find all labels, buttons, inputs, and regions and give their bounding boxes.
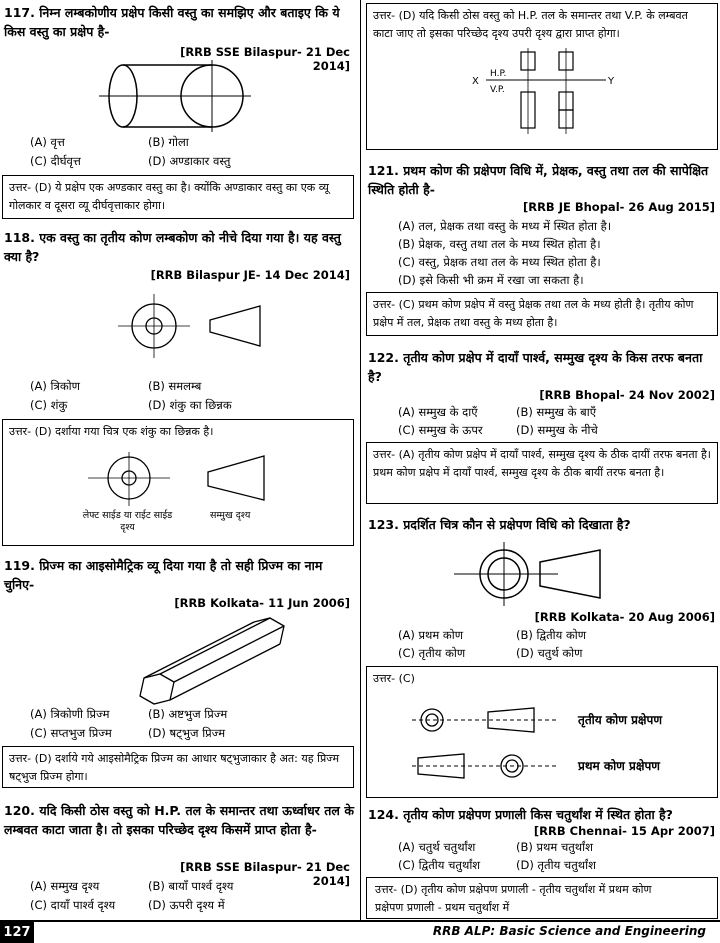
option-119-a: (A) त्रिकोणी प्रिज्म (30, 707, 110, 721)
option-117-d: (D) अण्डाकार वस्तु (148, 154, 231, 168)
option-122-b: (B) सम्मुख के बाएँ (516, 405, 597, 419)
fig-label-third-angle: तृतीय कोण प्रक्षेपण (578, 713, 663, 727)
answer-123-text: उत्तर- (C) (373, 672, 415, 685)
fig-label-side-view: लेफ्ट साईड या राईट साईड दृश्य (82, 510, 173, 533)
option-119-d: (D) षट्भुज प्रिज्म (148, 726, 226, 740)
page-footer (0, 920, 720, 943)
question-124: 124. तृतीय कोण प्रक्षेपण प्रणाली किस चतुर्थांश में स्थित होता है? (368, 807, 673, 822)
source-118: [RRB Bilaspur JE- 14 Dec 2014] (150, 268, 350, 282)
column-divider (360, 0, 361, 920)
option-117-b: (B) गोला (148, 135, 189, 149)
answer-117: उत्तर- (D) ये प्रक्षेप एक अण्डकार वस्तु का है। क्योंकि अण्डाकार वस्तु का एक व्यू गोलकार व दूसरा व्यू दीर्घवृत्ताकार होगा। (2, 175, 354, 219)
source-117: [RRB SSE Bilaspur- 21 Dec 2014] (180, 45, 350, 73)
fig-120-vp: V.P. (490, 85, 505, 95)
answer-119: उत्तर- (D) दर्शाये गये आइसोमैट्रिक प्रिज्म का आधार षट्भुजाकार है अत: यह प्रिज्म षट्भुज प्रिज्म होगा। (2, 746, 354, 788)
option-118-b: (B) समलम्ब (148, 379, 202, 393)
option-120-d: (D) ऊपरी दृश्य में (148, 898, 225, 912)
figure-118 (110, 290, 290, 365)
question-122: 122. तृतीय कोण प्रक्षेप में दायाँ पार्श्व, सम्मुख दृश्य के किस तरफ बनता है? (368, 350, 703, 384)
figure-119 (130, 612, 300, 706)
option-117-a: (A) वृत्त (30, 135, 65, 149)
answer-120-text: उत्तर- (D) यदि किसी ठोस वस्तु को H.P. तल के समान्तर तथा V.P. के लम्बवत काटा जाए तो इसका परिच्छेद दृश्य उपरी दृश्य द्वारा प्राप्त होगा। (373, 9, 688, 40)
option-123-d: (D) चतुर्थ कोण (516, 646, 583, 660)
option-124-a: (A) चतुर्थ चतुर्थांश (398, 840, 476, 854)
book-title: RRB ALP: Basic Science and Engineering (432, 924, 706, 938)
option-121-c: (C) वस्तु, प्रेक्षक तथा तल के मध्य स्थित होता है। (398, 255, 601, 269)
fig-120-x: X (472, 76, 479, 87)
option-124-c: (C) द्वितीय चतुर्थांश (398, 858, 481, 872)
question-123: 123. प्रदर्शित चित्र कौन से प्रक्षेपण विधि को दिखाता है? (368, 517, 631, 532)
figure-123 (450, 540, 610, 610)
option-121-d: (D) इसे किसी भी क्रम में रखा जा सकता है। (398, 273, 584, 287)
answer-118-text: उत्तर- (D) दर्शाया गया चित्र एक शंकु का छिन्नक है। (9, 425, 214, 438)
source-123: [RRB Kolkata- 20 Aug 2006] (534, 610, 715, 624)
fig-120-hp: H.P. (490, 69, 507, 79)
option-123-c: (C) तृतीय कोण (398, 646, 466, 660)
page-number: 127 (0, 922, 34, 943)
option-120-c: (C) दायाँ पार्श्व दृश्य (30, 898, 116, 912)
source-119: [RRB Kolkata- 11 Jun 2006] (174, 596, 350, 610)
figure-123-answer (408, 702, 568, 782)
option-118-d: (D) शंकु का छिन्नक (148, 398, 232, 412)
option-118-c: (C) शंकु (30, 398, 68, 412)
question-121: 121. प्रथम कोण की प्रक्षेपण विधि में, प्रेक्षक, वस्तु तथा तल की सापेक्षित स्थिति होती है- (368, 163, 709, 197)
option-119-c: (C) सप्तभुज प्रिज्म (30, 726, 112, 740)
fig-120-y: Y (608, 76, 615, 87)
question-120: 120. यदि किसी ठोस वस्तु को H.P. तल के समान्तर तथा ऊर्ध्वाधर तल के लम्बवत काटा जाता है। तो इसका परिच्छेद दृश्य किसमें प्राप्त होता है- (4, 803, 354, 837)
question-119: 119. प्रिज्म का आइसोमैट्रिक व्यू दिया गया है तो सही प्रिज्म का नाम चुनिए- (4, 558, 323, 592)
option-121-a: (A) तल, प्रेक्षक तथा वस्तु के मध्य में स्थित होता है। (398, 219, 612, 233)
option-123-b: (B) द्वितीय कोण (516, 628, 587, 642)
option-124-d: (D) तृतीय चतुर्थांश (516, 858, 596, 872)
option-122-a: (A) सम्मुख के दाएँ (398, 405, 478, 419)
answer-124: उत्तर- (D) तृतीय कोण प्रक्षेपण प्रणाली - तृतीय चतुर्थांश में प्रथम कोण प्रक्षेपण प्रणाली - प्रथम चतुर्थांश में (366, 877, 718, 919)
option-123-a: (A) प्रथम कोण (398, 628, 464, 642)
source-120: [RRB SSE Bilaspur- 21 Dec 2014] (180, 860, 350, 888)
option-122-d: (D) सम्मुख के नीचे (516, 423, 598, 437)
option-122-c: (C) सम्मुख के ऊपर (398, 423, 483, 437)
option-120-b: (B) बायाँ पार्श्व दृश्य (148, 879, 234, 893)
question-117: 117. निम्न लम्बकोणीय प्रक्षेप किसी वस्तु का समझिए और बताइए कि ये किस वस्तु का प्रक्षेप है- (4, 5, 340, 39)
option-117-c: (C) दीर्घवृत्त (30, 154, 81, 168)
option-121-b: (B) प्रेक्षक, वस्तु तथा तल के मध्य स्थित होता है। (398, 237, 601, 251)
source-124: [RRB Chennai- 15 Apr 2007] (533, 824, 715, 838)
fig-label-first-angle: प्रथम कोण प्रक्षेपण (578, 759, 660, 773)
option-118-a: (A) त्रिकोण (30, 379, 80, 393)
option-124-b: (B) प्रथम चतुर्थांश (516, 840, 593, 854)
figure-117 (95, 58, 255, 134)
source-122: [RRB Bhopal- 24 Nov 2002] (539, 388, 715, 402)
question-118: 118. एक वस्तु का तृतीय कोण लम्बकोण को नीचे दिया गया है। यह वस्तु क्या है? (4, 230, 341, 264)
answer-121: उत्तर- (C) प्रथम कोण प्रक्षेप में वस्तु प्रेक्षक तथा तल के मध्य होती है। तृतीय कोण प्रक्षेप में तल, प्रेक्षक तथा वस्तु के मध्य होता है। (366, 292, 718, 336)
option-119-b: (B) अष्टभुज प्रिज्म (148, 707, 228, 721)
fig-label-front-view: सम्मुख दृश्य (210, 510, 251, 521)
source-121: [RRB JE Bhopal- 26 Aug 2015] (522, 200, 715, 214)
figure-120 (466, 48, 626, 140)
answer-122: उत्तर- (A) तृतीय कोण प्रक्षेप में दायाँ पार्श्व, सम्मुख दृश्य के ठीक दायीं तरफ बनता है। प्रथम कोण प्रक्षेप में दायाँ पार्श्व, सम्मुख दृश्य के ठीक बायीं तरफ बनता है। (366, 442, 718, 504)
figure-118-answer (80, 450, 280, 510)
option-120-a: (A) सम्मुख दृश्य (30, 879, 100, 893)
